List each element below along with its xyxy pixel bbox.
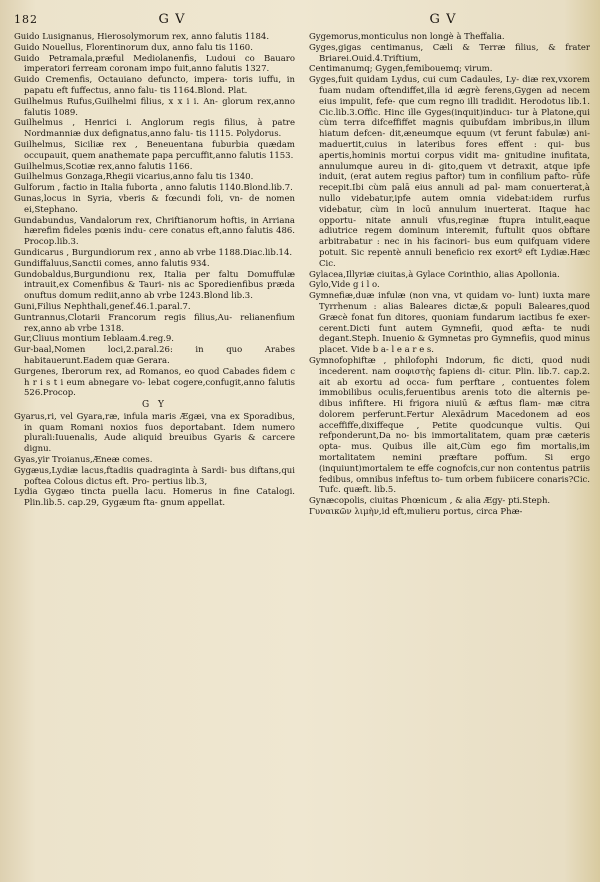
entry: Gynæcopolis, ciuitas Phœnicum , & alia Ægy- pti.Steph. bbox=[309, 496, 551, 507]
entry: Guido Nouellus, Florentinorum dux, anno falu tis 1160. bbox=[14, 42, 253, 53]
entry: Gylacea,Illyriæ ciuitas,à Gylace Corinthio, alias Apollonia. bbox=[309, 269, 560, 280]
entry: Gulforum , factio in Italia fuborta , anno falutis 1140.Blond.lib.7. bbox=[14, 183, 293, 194]
entry: Gyarus,ri, vel Gyara,ræ, infula maris Ægæi, vna ex Sporadibus, in quam Romani noxios fuos deportabant. Idem numero plurali:Iuuenalis, Aude aliquid breuibus Gyaris & carcere dignu. bbox=[14, 411, 295, 455]
entry: Centimanumq; Gygen,femibouemq; virum. bbox=[309, 64, 493, 75]
entry: Gurgenes, Iberorum rex, ad Romanos, eo quod Cabades fidem c h r i s t i eum abnegare vo- lebat cogere,confugit,anno falutis 526.Procop. bbox=[14, 366, 295, 399]
entry: Guilhelmus, Siciliæ rex , Beneuentana fuburbia quædam occupauit, quem anathemate papa percuffit,anno falutis 1153. bbox=[14, 139, 295, 161]
entry: Guilhelmus Gonzaga,Rhegii vicarius,anno falu tis 1340. bbox=[14, 172, 254, 183]
entry: Gunas,locus in Syria, vberis & fœcundi foli, vn- de nomen ei,Stephano. bbox=[14, 193, 295, 215]
page-number: 182 bbox=[14, 13, 38, 26]
entry: Gundabundus, Vandalorum rex, Chriftianorum hoftis, in Arriana hærefim fideles pœnis indu- cere conatus eft,anno falutis 486. Procop.lib.3. bbox=[14, 215, 295, 248]
left-running-head: G V bbox=[158, 12, 186, 27]
entry: Gyges,fuit quidam Lydus, cui cum Cadaules, Ly- diæ rex,vxorem fuam nudam oftendiffet,illa id ægrè ferens,Gygen ad necem eius impulit, fefe- que cum regno illi tradidit. Herodotus lib.1. Cic.lib.3.Offic. Hinc ille Gyges(inquit)inducı- tur à Platone,qui cùm terra difceffiffet magnis quibufdam imbribus,in illum hiatum defcen- dit,æneumque equum (vt ferunt fabulæ) ani- maduertit,cuius in lateribus fores effent : qui- bus apertis,hominis mortui corpus vidit ma- gnitudine inufitata, annulumque aureu in di- gito,quem vt detraxit, atque ipfe induit, (erat autem regius paftor) tum in confilium pafto- rūfe recepit.Ibi cùm palā eius annuli ad pal- mam conuerterat,à nullo videbatur,ipfe autem omnia videbat:idem rurfus videbatur, cùm in locū annulum inuerterat. Itaque hac opportu- nitate annuli vfus,reginæ ftupra intulit,eaque adiutrice regem dominum interemit, fuftulit quos obftare arbitrabatur : nec in his facinori- bus eum quifquam videre potuit. Sic repentè annuli beneficio rex exortº eft Lydiæ.Hæc Cic. bbox=[309, 75, 590, 269]
entry: Guilhelmus,Scotiæ rex,anno falutis 1166. bbox=[14, 161, 193, 172]
entry: Lydia Gygæo tincta puella lacu. Homerus in fine Catalogi. Plin.lib.5. cap.29, Gygæum fta- gnum appellat. bbox=[14, 487, 295, 509]
section-heading-gy: G Y bbox=[142, 400, 167, 411]
entry: Guilhelmus , Henrici i. Anglorum regis filius, à patre Nordmanniæ dux defignatus,anno falu- tis 1115. Polydorus. bbox=[14, 118, 295, 140]
entry: Guilhelmus Rufus,Guilhelmi filius, x x i i. An- glorum rex,anno falutis 1089. bbox=[14, 96, 295, 118]
entry: Guntrannus,Clotarii Francorum regis filius,Au- relianenfium rex,anno ab vrbe 1318. bbox=[14, 312, 295, 334]
entry: Gundicarus , Burgundiorum rex , anno ab vrbe 1188.Diac.lib.14. bbox=[14, 247, 293, 258]
right-running-head: G V bbox=[429, 12, 457, 27]
entry: Gyas,yir Troianus,Æneæ comes. bbox=[14, 455, 153, 466]
entry: Gur,Cliuus montium Ieblaam.4.reg.9. bbox=[14, 334, 174, 345]
entry: Guido Cremenfis, Octauiano defuncto, impera- toris iuffu, in papatu eft fuffectus, anno falu- tis 1164.Blond. Plat. bbox=[14, 75, 295, 96]
entry: Gygemorus,monticulus non longè à Theffalia. bbox=[309, 32, 505, 42]
running-header bbox=[14, 12, 590, 32]
right-column bbox=[309, 32, 590, 518]
entry: Guido Petramala,præful Mediolanenfis, Ludoui co Bauaro imperatori ferream coronam impo fuit,anno falutis 1327. bbox=[14, 53, 295, 75]
entry: Gundobaldus,Burgundionu rex, Italia per faltu Domuffulæ intrauit,ex Comenfibus & Tauri- nis ac Sporedienfibus præda onuftus domum rediit,anno ab vrbe 1243.Blond lib.3. bbox=[14, 269, 295, 302]
entry: Gygæus,Lydiæ lacus,ftadiis quadraginta à Sardi- bus diftans,qui poftea Colous dictus eft. Pro- pertius lib.3, bbox=[14, 465, 295, 487]
entry: Γυναικῶν λιμὴν,id eft,mulieru portus, circa Phæ- bbox=[309, 507, 523, 518]
entry: Gur-baal,Nomen loci,2.paral.26: in quo Arabes habitauerunt.Eadem quæ Gerara. bbox=[14, 345, 295, 366]
entry: Guni,Filius Nephthali,genef.46.1.paral.7. bbox=[14, 301, 191, 312]
entry: Gyges,gigas centimanus, Cæli & Terræ filius, & frater Briarei.Ouid.4.Triftium, bbox=[309, 42, 590, 64]
entry: Guido Lusignanus, Hierosolymorum rex, anno falutis 1184. bbox=[14, 32, 270, 42]
entry: Gundiffaluus,Sanctii comes, anno falutis 934. bbox=[14, 258, 210, 269]
entry: Gymnefiæ,duæ infulæ (non vna, vt quidam vo- lunt) iuxta mare Tyrrhenum : alias Baleares dictæ,& populi Baleares,quod Græcè fonat fun ditores, quoniam fundarum iactibus fe exer- cerent.Dicti funt autem Gymnefii, quod æfta- te nudi degant.Steph. Inuenio & Gymnetas pro Gymnefiis, quod minus placet. Vide b a- l e a r e s. bbox=[309, 291, 590, 356]
entry: Gylo,Vide g i l o. bbox=[309, 280, 380, 291]
left-column bbox=[14, 32, 295, 518]
entry: Gymnofophiftæ , philofophi Indorum, fic dicti, quod nudi incederent. nam σοφιστὴς fapiens di- citur. Plin. lib.7. cap.2. ait ab exortu ad occa- fum perftare , contuentes folem immobilibus oculis,feruentibus arenis toto die alternis pe- dibus infiftere. Hi frigora niuiū & æftus flam- mæ citra dolorem perferunt.Fertur Alexādrum Macedonem ad eos acceffiffe,dixiffeque , Petite quodcunque vultis. Qui refponderunt,Da no- bis immortalitatem, quam præ cæteris opta- mus. Quibus ille ait,Cùm ego fim mortalis,im mortalitatem nemini præftare poffum. Si ergo (inquiunt)mortalem te effe cognofcis,cur non contentus patriis fedibus, omnibus infeftus to- tum orbem fubiicere conaris?Cic. Tufc. quæft. lib.5. bbox=[309, 355, 590, 496]
